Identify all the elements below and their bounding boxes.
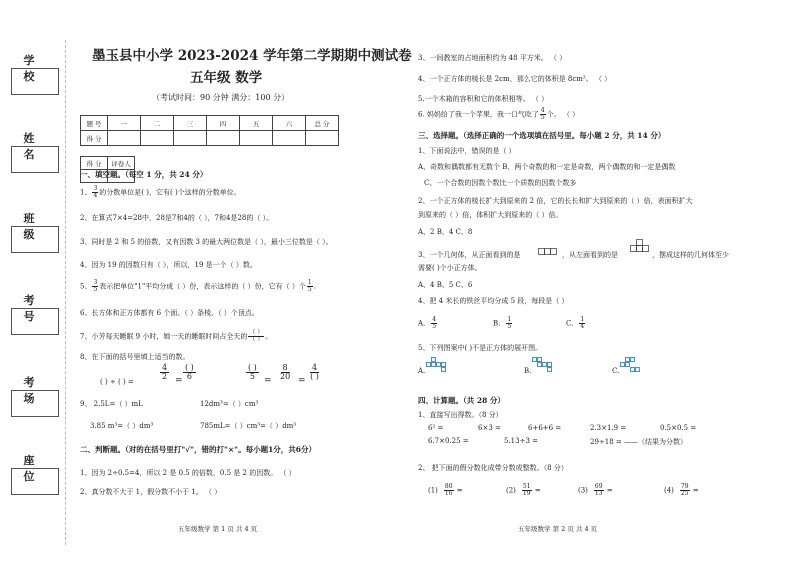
class-field[interactable] <box>11 226 59 253</box>
name-label: 姓 名 <box>23 132 45 161</box>
judge-4: 4、一个正方体的棱长是 2cm，那么它的体积是 8cm²。 （ ） <box>418 75 612 83</box>
seat-field[interactable] <box>11 468 59 495</box>
exam-room-label: 考 场 <box>23 376 45 405</box>
calc-row-1-item: 2.3×1.9 = <box>590 424 627 432</box>
exam-info: （考试时间：90 分钟 满分：100 分） <box>152 93 290 102</box>
calc-row-1-item: 6² = <box>428 424 444 432</box>
fraction: $\frac{4}{5}$ <box>432 316 437 330</box>
calc-1-heading: 1、直接写出得数。（8 分） <box>418 411 503 419</box>
judge-3: 3、一间教室的占地面积约为 48 平方米。 （ ） <box>418 54 567 62</box>
seat-label: 座 位 <box>23 454 45 483</box>
school-field[interactable] <box>11 68 59 95</box>
score-cell[interactable] <box>240 131 273 146</box>
fraction: $\frac{1}{4}$ <box>580 316 585 330</box>
score-header-cell: 二 <box>141 116 174 131</box>
fraction: $\frac{3}{5}$ <box>93 279 98 293</box>
fraction: $\frac{( )}{( )}$ <box>249 329 264 343</box>
score-table <box>80 115 339 146</box>
fraction: $\frac{1}{5}$ <box>507 316 512 330</box>
exam-subtitle: 五年级 数学 <box>190 70 263 86</box>
judge-1: 1、因为 2÷0.5=4，所以 2 是 0.5 的倍数，0.5 是 2 的因数。 （ ） <box>80 469 296 477</box>
choice-5-label-a: A. <box>418 367 426 375</box>
score-header-cell: 题 号 <box>81 116 108 131</box>
choice-2-line-2: 到原来的（ ）倍，体积扩大到原来的（ ）倍。 <box>418 211 563 219</box>
score-cell[interactable] <box>141 131 174 146</box>
school-label: 学 校 <box>23 54 45 83</box>
section-1-heading: 一、填空题。（每空 1 分，共 24 分） <box>80 170 208 179</box>
fraction: $\frac{4}{5}$ <box>540 107 545 121</box>
grader-label: 评卷人 <box>108 157 135 170</box>
page-footer-1: 五年级数学 第 1 页 共 4 页 <box>178 525 258 533</box>
question-1: 1、 $\frac{3}{4}$ 的分数单位是( )，它有( )个这样的分数单位。 <box>80 185 241 199</box>
score-header-cell: 一 <box>108 116 141 131</box>
calc-row-1-item: 0.5×0.5 = <box>660 424 697 432</box>
section-2-heading: 二、判断题。（对的在括号里打"√"，错的打"×"。每小题1分，共6分） <box>80 445 317 454</box>
fraction: $\frac{3}{4}$ <box>93 185 98 199</box>
choice-2-options: A、2 B、4 C、8 <box>418 228 473 236</box>
question-5: 5、 $\frac{3}{5}$ 表示把单位"1"平均分成（ ）份，表示这样的（ ）份，它有（ ）个 $\frac{1}{5}$ . <box>80 279 316 293</box>
score-cell[interactable] <box>174 131 207 146</box>
exam-room-field[interactable] <box>11 390 59 417</box>
choice-4-option-c: C. $\frac{1}{4}$ <box>566 316 585 330</box>
question-2: 2、在算式7×4=28中，28是7和4的（ ），7和4是28的（ ）。 <box>80 214 274 222</box>
choice-5-label-b: B. <box>524 367 532 375</box>
score-cell[interactable] <box>306 131 339 146</box>
class-label: 班 级 <box>23 212 45 241</box>
improper-fraction-item: (2) $\frac{51}{19}$ = <box>506 483 541 497</box>
q8-division: ( ) ÷ ( ) = <box>100 378 134 386</box>
q8-fraction-2: ( ) 6 <box>185 363 194 382</box>
score-header-cell: 六 <box>273 116 306 131</box>
score-cell[interactable] <box>207 131 240 146</box>
choice-3-tail: ，摆成这样的几何体至少 <box>652 251 729 259</box>
judge-2: 2、真分数不大于 1，假分数不小于 1。 （ ） <box>80 488 222 496</box>
choice-1: 1、下面说法中，错误的是（ ） <box>418 147 516 155</box>
q8-equals: = <box>264 376 272 386</box>
choice-3-options: A、4 B、5 C、6 <box>418 281 473 289</box>
q8-equals: = <box>175 376 183 386</box>
exam-number-field[interactable] <box>11 308 59 335</box>
choice-5-label-c: C. <box>612 367 620 375</box>
improper-fraction-item: (1) $\frac{80}{16}$ = <box>428 483 463 497</box>
question-9c: 3.85 m³=（ ）dm³ <box>90 422 154 430</box>
calc-row-2-item: 6.7×0.25 = <box>428 437 469 445</box>
question-4: 4、因为 19 的因数只有（ ），所以，19 是一个（ ）数。 <box>80 261 257 269</box>
score-header-cell: 五 <box>240 116 273 131</box>
fraction: $\frac{69}{13}$ <box>594 483 603 497</box>
choice-3-line-1: 3、一个几何体，从正面看到的是 <box>418 251 521 259</box>
choice-3-left-view-text: ，从左面看到的是 <box>562 251 618 259</box>
score-header-cell: 总 分 <box>306 116 339 131</box>
calc-row-2-item: 5.13÷3 = <box>504 437 538 445</box>
calc-2-heading: 2、 把下面的假分数化成带分数或整数。（8 分） <box>418 464 568 472</box>
q8-fraction-1: 4 2 <box>162 363 168 382</box>
score-row-label: 得 分 <box>81 131 108 146</box>
question-7: 7、小芳每天睡眠 9 小时，她一天的睡眠时间占全天的 $\frac{( )}{( )}$ 。 <box>80 329 273 343</box>
score-cell[interactable] <box>108 131 141 146</box>
choice-1-option-c: C、一个合数的因数个数比一个质数的因数个数多 <box>424 179 577 187</box>
choice-5: 5、下列图案中( )不是正方体的展开图。 <box>418 344 543 352</box>
name-field[interactable] <box>11 146 59 173</box>
fraction: $\frac{80}{16}$ <box>444 483 453 497</box>
grader-label: 得 分 <box>81 157 108 170</box>
choice-4: 4、把 4 米长的铁丝平均分成 5 段，每段是（ ） <box>418 297 569 305</box>
question-9b: 12dm³=（ ）cm³ <box>200 400 259 408</box>
fold-line <box>65 40 66 545</box>
choice-4-option-b: B. $\frac{1}{5}$ <box>493 316 512 330</box>
question-6: 6、长方体和正方体都有 6 个面、（ ）条棱、（ ）个顶点。 <box>80 309 259 317</box>
exam-number-label: 考 号 <box>23 294 45 323</box>
calc-row-1-item: 6+6+6 = <box>528 424 562 432</box>
choice-4-option-a: A. $\frac{4}{5}$ <box>418 316 437 330</box>
question-3: 3、同时是 2 和 5 的倍数，又有因数 3 的最大两位数是（ ），最小三位数是（ ）。 <box>80 238 333 246</box>
section-3-heading: 三、选择题。（选择正确的一个选项填在括号里。每小题 2 分，共 14 分） <box>418 131 666 140</box>
choice-3-line-2: 需要( )个小正方体。 <box>418 264 482 272</box>
question-9a: 9、 2.5L=（ ）mL <box>80 400 143 408</box>
exam-title: 墨玉县中小学 2023-2024 学年第二学期期中测试卷 <box>92 48 412 64</box>
improper-fraction-item: (3) $\frac{69}{13}$ = <box>578 483 613 497</box>
page-footer-2: 五年级数学 第 2 页 共 4 页 <box>518 525 598 533</box>
q8-fraction-4: 8 20 <box>280 363 291 382</box>
calc-row-2-item: 29÷18 = ——（结果为分数） <box>590 438 687 446</box>
fraction: $\frac{79}{25}$ <box>680 483 689 497</box>
score-header-cell: 三 <box>174 116 207 131</box>
choice-1-options-ab: A、奇数和偶数都有无数个 B、两个奇数的和一定是奇数，两个偶数的和一定是偶数 <box>418 163 676 171</box>
question-8: 8、在下面的括号里填上适当的数。 <box>80 353 190 361</box>
q8-equals: = <box>298 376 306 386</box>
front-view-figure <box>538 244 560 258</box>
left-view-figure <box>630 238 650 260</box>
score-cell[interactable] <box>273 131 306 146</box>
q8-fraction-5: 4 ( ) <box>310 363 319 382</box>
choice-2-line-1: 2、一个正方体的棱长扩大到原来的 2 倍，它的长长和扩大到原来的（ ）倍，表面积扩大 <box>418 197 693 205</box>
q8-fraction-3: ( ) 5 <box>248 363 257 382</box>
section-4-heading: 四、计算题。（共 28 分） <box>418 396 505 405</box>
judge-5: 5.一个木箱的容积和它的体积相等。 （ ） <box>418 95 549 103</box>
fraction: $\frac{51}{19}$ <box>522 483 531 497</box>
score-header-cell: 四 <box>207 116 240 131</box>
fraction: $\frac{1}{5}$ <box>307 279 312 293</box>
question-9d: 785mL=（ ）cm³=（ ）dm³ <box>200 422 297 430</box>
judge-6: 6. 妈妈给了我一个苹果，我一口气吃了 $\frac{4}{5}$ 个。 （ ） <box>418 107 580 121</box>
improper-fraction-item: (4) $\frac{79}{25}$ = <box>664 483 699 497</box>
calc-row-1-item: 6×3 = <box>478 424 501 432</box>
